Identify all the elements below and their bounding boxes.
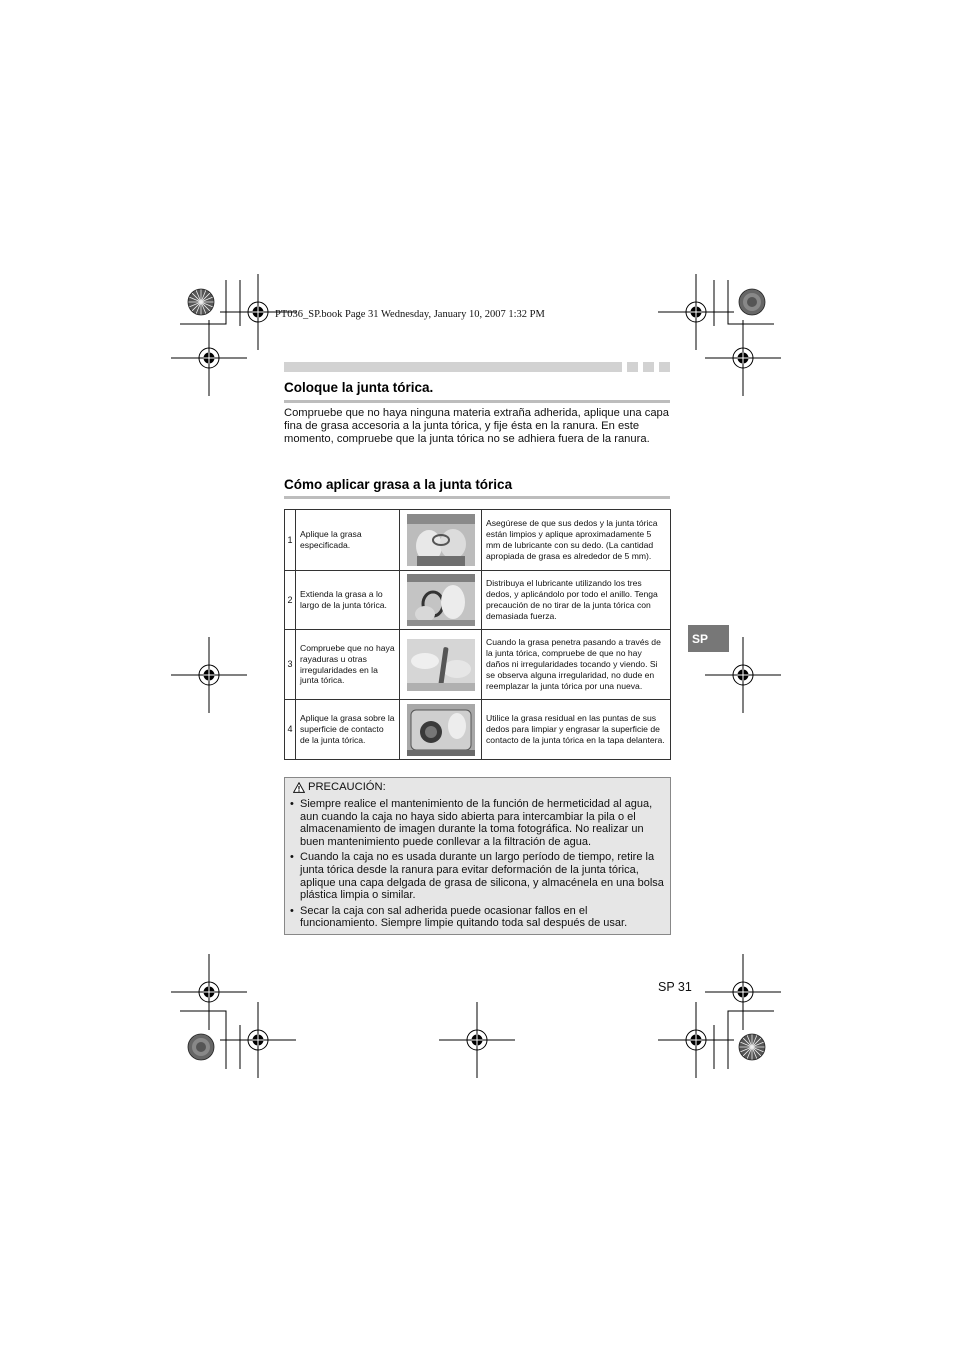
step-photo-housing: [407, 704, 475, 756]
header-square: [659, 362, 670, 372]
step-description: Cuando la grasa penetra pasando a través de la junta tórica, compruebe de que no hay daños ni irregularidades tocando y viendo. Si se observa alguna irregularidad, no dude en reemplazar la junta tórica por una nueva.: [482, 630, 671, 700]
step-number: 3: [285, 630, 296, 700]
caution-item: • Secar la caja con sal adherida puede ocasionar fallos en el funcionamiento. Siempre limpie quitando toda sal después de usar.: [289, 905, 665, 930]
section-header-bar: [284, 362, 622, 372]
header-square: [643, 362, 654, 372]
caution-item: • Siempre realice el mantenimiento de la función de hermeticidad al agua, aun cuando la caja no haya sido abierta para intercambiar la pila o el almacenamiento de imagen durante la toma fotográfica. No realizar un buen mantenimiento puede conllevar a la filtración de agua.: [289, 798, 665, 848]
caution-title: PRECAUCIÓN:: [308, 781, 386, 793]
title-rule: [284, 400, 670, 403]
caution-list: [289, 798, 665, 933]
step-label: Extienda la grasa a lo largo de la junta tórica.: [296, 571, 400, 630]
step-photo-spreading: [407, 574, 475, 626]
step-photo-inspect: [407, 639, 475, 691]
section-title-grease: Cómo aplicar grasa a la junta tórica: [284, 477, 513, 492]
caution-item: • Cuando la caja no es usada durante un largo período de tiempo, retire la junta tórica desde la ranura para evitar deformación de la junta tórica, aplique una capa delgada de grasa de silicona, y almacénela en una bolsa plástica limpia o similar.: [289, 851, 665, 901]
step-photo-hands: [407, 514, 475, 566]
table-row: [285, 510, 671, 571]
caution-box: [284, 777, 671, 935]
section-title-o-ring: Coloque la junta tórica.: [284, 380, 434, 395]
page-number: SP 31: [658, 980, 692, 994]
step-number: 4: [285, 700, 296, 760]
file-info: PT036_SP.book Page 31 Wednesday, January 10, 2007 1:32 PM: [275, 309, 545, 320]
language-tab: SP: [688, 625, 729, 652]
step-number: 1: [285, 510, 296, 571]
table-row: [285, 630, 671, 700]
step-number: 2: [285, 571, 296, 630]
table-row: [285, 571, 671, 630]
step-label: Compruebe que no haya rayaduras u otras irregularidades en la junta tórica.: [296, 630, 400, 700]
table-row: [285, 700, 671, 760]
step-description: Asegúrese de que sus dedos y la junta tórica están limpios y aplique aproximadamente 5 mm de lubricante con su dedo. (La cantidad apropiada de grasa es alrededor de 5 mm).: [482, 510, 671, 571]
header-square: [627, 362, 638, 372]
step-description: Utilice la grasa residual en las puntas de sus dedos para limpiar y engrasar la superficie de contacto de la junta tórica en la tapa delantera.: [482, 700, 671, 760]
step-label: Aplique la grasa sobre la superficie de contacto de la junta tórica.: [296, 700, 400, 760]
step-label: Aplique la grasa especificada.: [296, 510, 400, 571]
title-rule: [284, 496, 670, 499]
steps-table: [284, 509, 671, 760]
step-description: Distribuya el lubricante utilizando los tres dedos, y aplicándolo por todo el anillo. Tenga precaución de no tirar de la junta tórica con demasiada fuerza.: [482, 571, 671, 630]
warning-triangle-icon: [293, 782, 305, 793]
section-body-o-ring: Compruebe que no haya ninguna materia extraña adherida, aplique una capa fina de grasa accesoria a la junta tórica, y fije ésta en la ranura. En este momento, compruebe que la junta tórica no se adhiera fuera de la ranura.: [284, 407, 670, 445]
